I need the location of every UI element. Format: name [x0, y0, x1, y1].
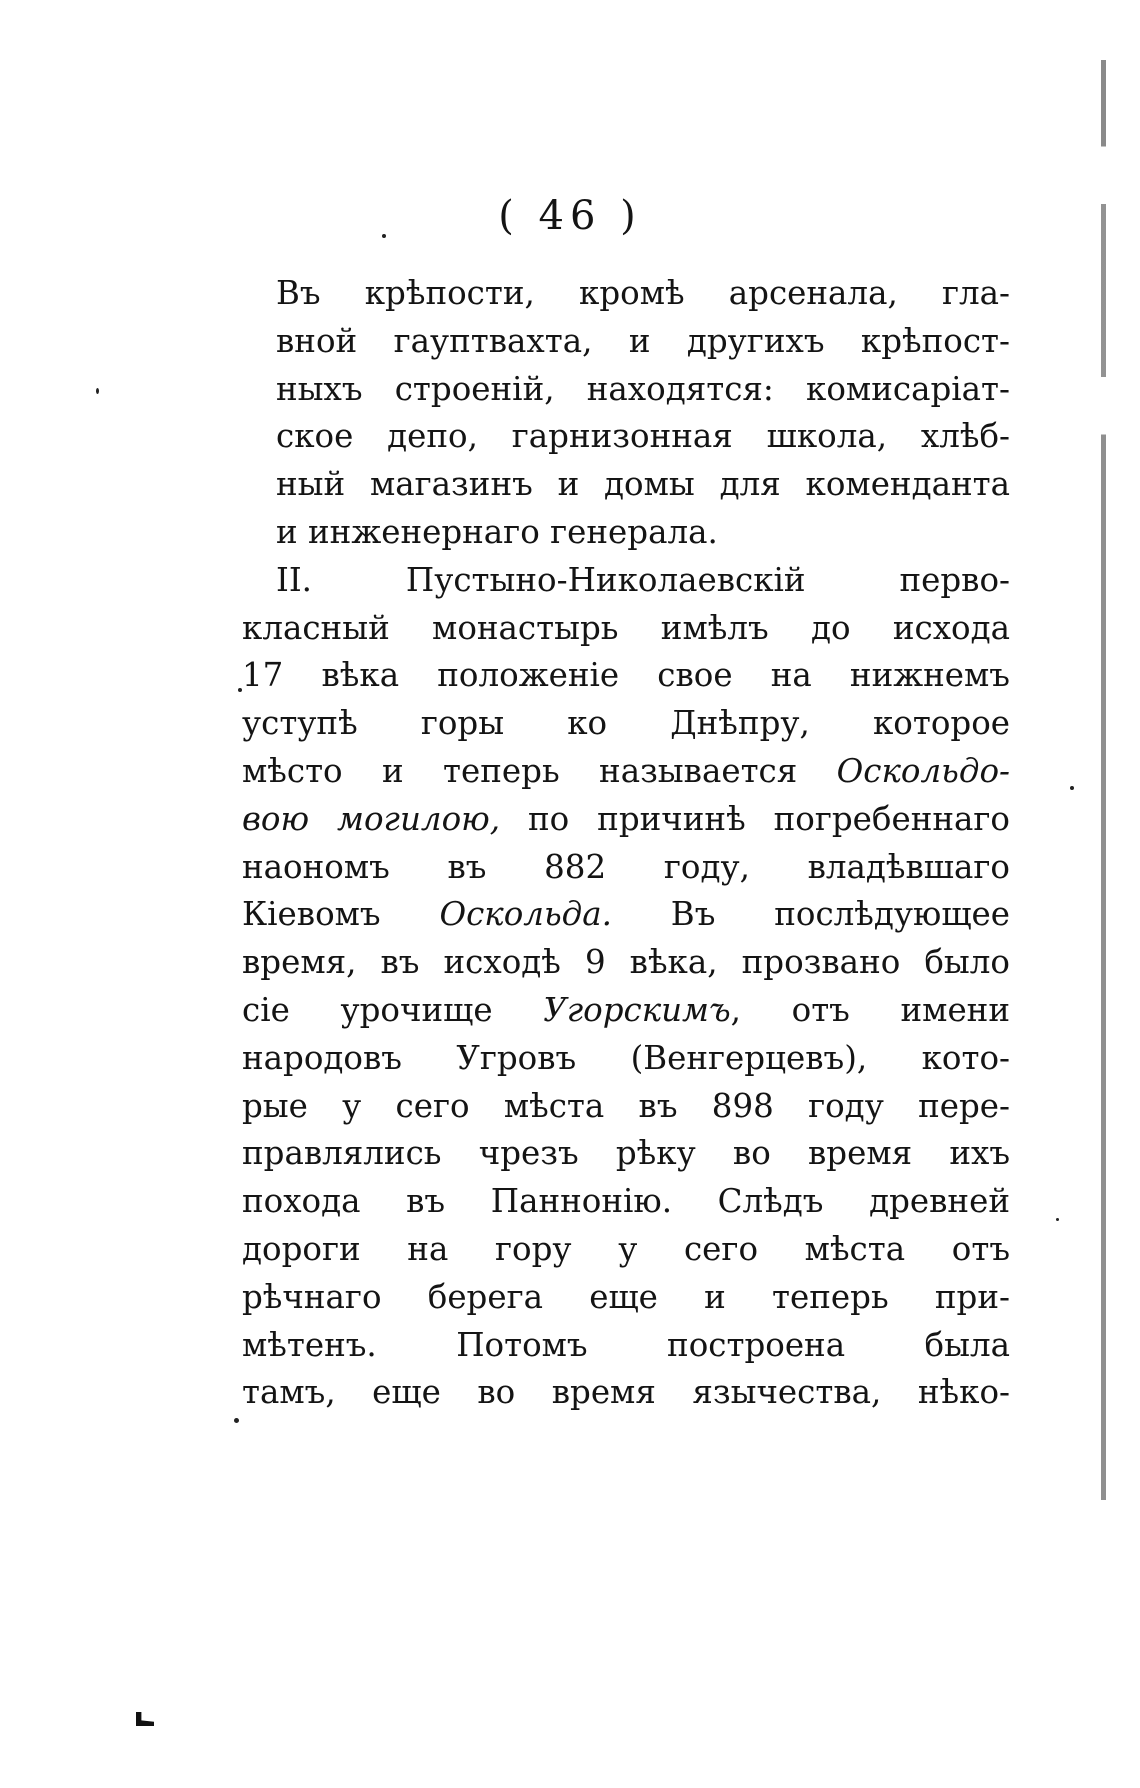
text-line: и инженернаго генерала.: [276, 512, 718, 551]
text-fragment: сiе урочище: [242, 990, 544, 1029]
paragraph-1: [276, 270, 1010, 557]
text-line: вной гауптвахта, и другихъ крѣпост-: [276, 321, 1010, 360]
text-fragment: Кiевомъ: [242, 895, 440, 934]
text-line: [242, 748, 1010, 796]
text-line: правлялись чрезъ рѣку во время ихъ: [242, 1134, 1010, 1173]
text-line: 17 вѣка положенiе свое на нижнемъ: [242, 656, 1010, 695]
text-fragment: , отъ имени: [730, 990, 1010, 1029]
text-line: рые у сего мѣста въ 898 году пере-: [242, 1086, 1010, 1125]
text-fragment: по причинѣ погребеннаго: [500, 799, 1010, 838]
text-line: Въ крѣпости, кромѣ арсенала, гла-: [276, 274, 1010, 312]
italic-place-name: вою могилою,: [242, 799, 501, 838]
italic-person-name: Оскольда.: [439, 895, 612, 934]
scan-edge-shadow: [1101, 60, 1106, 1500]
text-line: ный магазинъ и домы для коменданта: [276, 465, 1010, 504]
text-line: мѣтенъ. Потомъ построена была: [242, 1325, 1010, 1364]
scan-speck: [234, 1418, 239, 1423]
text-line: время, въ исходѣ 9 вѣка, прозвано было: [242, 943, 1010, 982]
text-line: рѣчнаго берега еще и теперь при-: [242, 1277, 1010, 1316]
scan-speck: [1056, 1218, 1059, 1221]
text-line: уступѣ горы ко Днѣпру, которое: [242, 704, 1010, 743]
text-fragment: мѣсто и теперь называется: [242, 751, 837, 790]
text-line: [242, 796, 1010, 844]
scan-corner-mark: [136, 1712, 154, 1726]
paragraph-2: [242, 557, 1010, 1417]
text-line: [242, 891, 1010, 939]
text-fragment: Въ послѣдующее: [611, 895, 1010, 934]
text-line: ныхъ строенiй, находятся: комисарiат-: [276, 369, 1010, 408]
italic-place-name: Угорскимъ: [543, 990, 731, 1029]
text-line: народовъ Угровъ (Венгерцевъ), кото-: [242, 1038, 1010, 1077]
text-line: [242, 987, 1010, 1035]
page-number: ( 46 ): [498, 193, 642, 239]
text-line: наономъ въ 882 году, владѣвшаго: [242, 847, 1010, 886]
text-line: дороги на гору у сего мѣста отъ: [242, 1229, 1010, 1268]
body-text: [242, 270, 1010, 1417]
text-line: похода въ Паннонiю. Слѣдъ древней: [242, 1182, 1010, 1221]
text-line: класный монастырь имѣлъ до исхода: [242, 608, 1010, 647]
italic-place-name: Оскольдо-: [836, 751, 1010, 790]
scan-speck: [96, 388, 99, 394]
text-line: ское депо, гарнизонная школа, хлѣб-: [276, 417, 1010, 456]
text-line: тамъ, еще во время язычества, нѣко-: [242, 1373, 1010, 1412]
scan-speck: [1070, 786, 1074, 790]
text-line: II. Пустыно-Николаевскiй перво-: [276, 560, 1010, 599]
